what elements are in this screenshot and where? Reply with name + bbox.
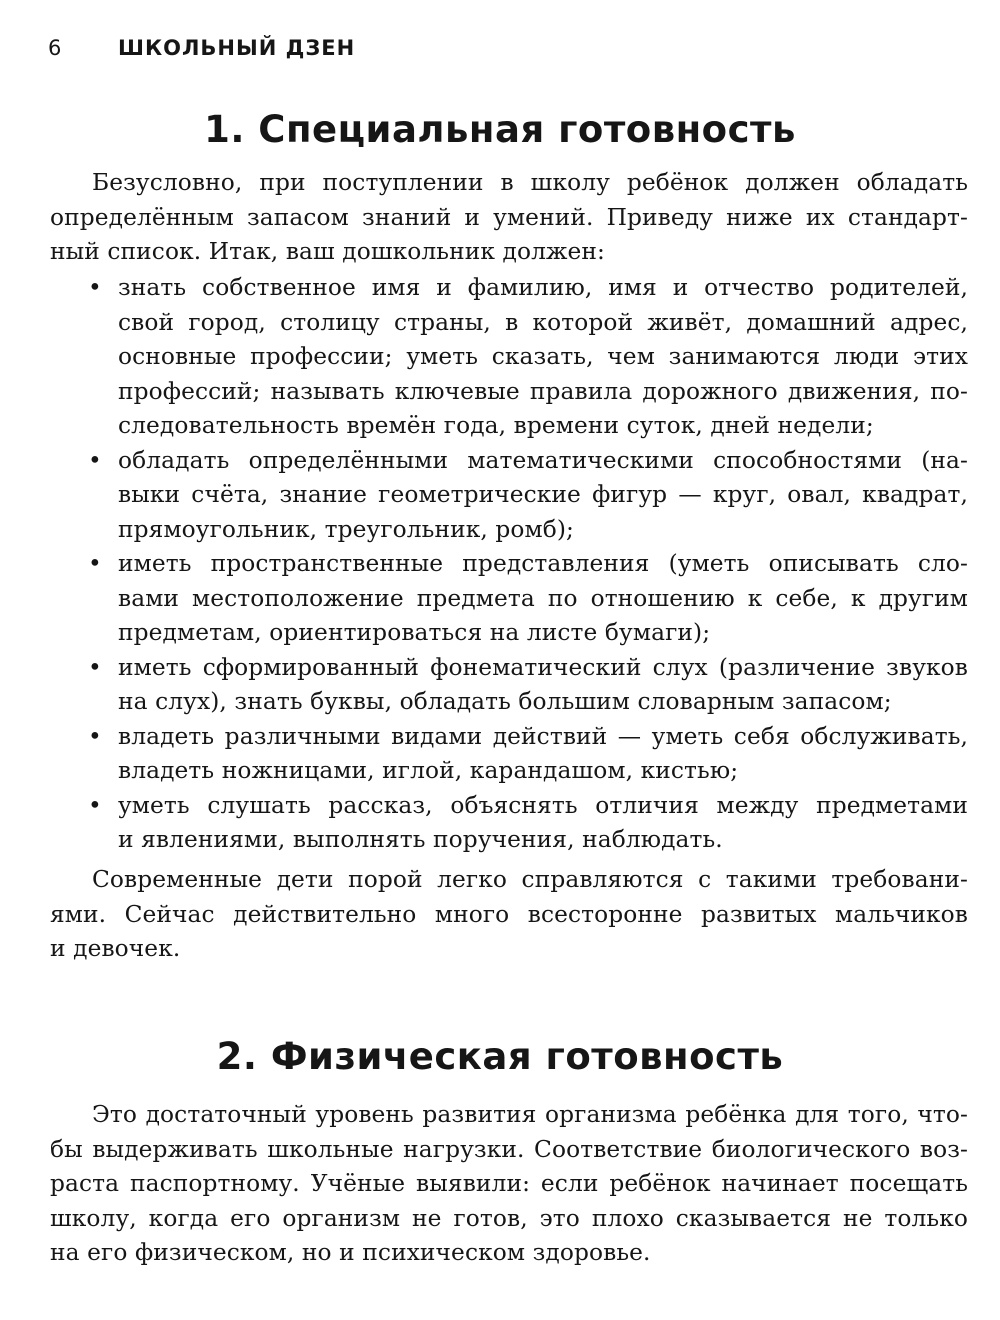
page-number: 6 xyxy=(48,36,62,60)
list-item xyxy=(88,651,968,720)
list-item-line: свой город, столицу страны, в которой живёт, домашний адрес, xyxy=(118,308,968,336)
paragraph-line: Это достаточный уровень развития организма ребёнка для того, что- xyxy=(92,1101,968,1128)
readiness-checklist xyxy=(88,271,968,858)
running-head xyxy=(48,36,355,60)
list-item-line: и явлениями, выполнять поручения, наблюдать. xyxy=(118,826,723,853)
list-item-line: профессий; называть ключевые правила дорожного движения, по- xyxy=(118,377,968,405)
paragraph-line: определённым запасом знаний и умений. Приведу ниже их стандарт- xyxy=(50,203,968,231)
list-item-line: предметам, ориентироваться на листе бумаги); xyxy=(118,619,711,646)
list-item-line: знать собственное имя и фамилию, имя и отчество родителей, xyxy=(118,274,968,301)
section-1-heading: 1. Специальная готовность xyxy=(204,108,796,151)
list-item-line: уметь слушать рассказ, объяснять отличия между предметами xyxy=(118,791,968,819)
paragraph-line: на его физическом, но и психическом здоровье. xyxy=(50,1239,651,1266)
bullet-marker: • xyxy=(88,274,102,301)
bullet-marker: • xyxy=(88,446,102,474)
paragraph-line: Безусловно, при поступлении в школу ребёнок должен обладать xyxy=(92,169,968,196)
paragraph-line: раста паспортному. Учёные выявили: если ребёнок начинает посещать xyxy=(50,1170,968,1197)
paragraph-line: школу, когда его организм не готов, это плохо сказывается не только xyxy=(50,1204,968,1232)
bullet-marker: • xyxy=(88,550,102,577)
list-item-line: следовательность времён года, времени суток, дней недели; xyxy=(118,412,874,439)
list-item xyxy=(88,444,968,548)
section-1-intro-paragraph xyxy=(50,166,968,270)
paragraph-line: Современные дети порой легко справляются с такими требовани- xyxy=(92,866,968,893)
section-2-paragraph xyxy=(50,1098,968,1271)
bullet-marker: • xyxy=(88,791,102,819)
list-item-line: владеть ножницами, иглой, карандашом, кистью; xyxy=(118,757,739,784)
paragraph-line: бы выдерживать школьные нагрузки. Соответствие биологического воз- xyxy=(50,1135,968,1163)
paragraph-line: ный список. Итак, ваш дошкольник должен: xyxy=(50,238,605,265)
list-item-line: обладать определёнными математическими способностями (на- xyxy=(118,446,968,474)
book-title: ШКОЛЬНЫЙ ДЗЕН xyxy=(118,36,356,60)
list-item-line: иметь пространственные представления (уметь описывать сло- xyxy=(118,550,968,577)
paragraph-line: ями. Сейчас действительно много всесторонне развитых мальчиков xyxy=(50,900,968,928)
list-item-line: на слух), знать буквы, обладать большим словарным запасом; xyxy=(118,688,892,715)
list-item-line: основные профессии; уметь сказать, чем занимаются люди этих xyxy=(118,343,968,370)
list-item-line: вами местоположение предмета по отношению к себе, к другим xyxy=(118,584,968,612)
list-item-line: владеть различными видами действий — уметь себя обслуживать, xyxy=(118,722,968,750)
bullet-marker: • xyxy=(88,722,102,750)
list-item-line: прямоугольник, треугольник, ромб); xyxy=(118,515,574,543)
section-2-heading: 2. Физическая готовность xyxy=(216,1035,784,1078)
list-item xyxy=(88,789,968,858)
list-item xyxy=(88,271,968,444)
paragraph-line: и девочек. xyxy=(50,935,181,962)
list-item-line: иметь сформированный фонематический слух (различение звуков xyxy=(118,653,968,681)
list-item xyxy=(88,547,968,651)
section-1-closing-paragraph xyxy=(50,863,968,967)
list-item xyxy=(88,720,968,789)
bullet-marker: • xyxy=(88,653,102,681)
list-item-line: выки счёта, знание геометрические фигур — круг, овал, квадрат, xyxy=(118,481,968,508)
